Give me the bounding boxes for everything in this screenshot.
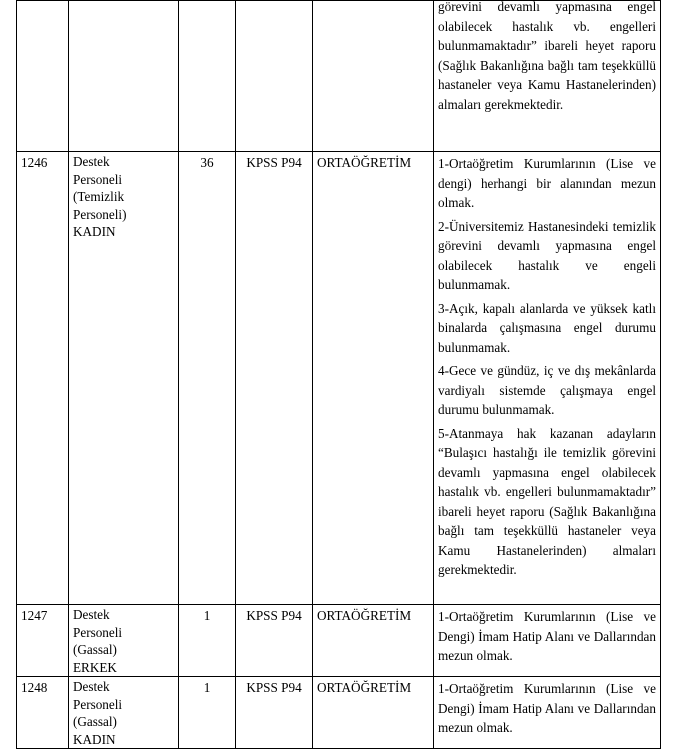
education-level-cell: ORTAÖĞRETİM bbox=[313, 677, 434, 749]
table-row bbox=[17, 152, 661, 605]
position-number-cell: 1248 bbox=[17, 677, 69, 749]
position-title-cell bbox=[69, 677, 179, 749]
position-title-line: (Gassal) bbox=[73, 714, 117, 729]
requirements-cell bbox=[434, 677, 661, 749]
position-title-line: (Gassal) bbox=[73, 642, 117, 657]
requirement-item: görevini devamlı yapmasına engel olabilecek hastalık vb. engelleri bulunmamaktadır” ibareli heyet raporu (Sağlık Bakanlığına bağlı tam teşekküllü hastaneler veya Kamu Hastanelerinden) almaları gerekmektedir. bbox=[438, 0, 656, 112]
position-title-line: KADIN bbox=[73, 224, 116, 239]
position-count-cell bbox=[179, 1, 236, 152]
requirement-item: 1-Ortaöğretim Kurumlarının (Lise ve Dengi) İmam Hatip Alanı ve Dallarından mezun olmak. bbox=[438, 681, 656, 735]
kpss-score-type-cell: KPSS P94 bbox=[236, 605, 313, 677]
position-count-cell: 1 bbox=[179, 677, 236, 749]
education-level-cell bbox=[313, 1, 434, 152]
kpss-score-type-cell: KPSS P94 bbox=[236, 677, 313, 749]
position-title-line: Destek bbox=[73, 154, 110, 169]
kpss-score-type-cell: KPSS P94 bbox=[236, 152, 313, 605]
position-title-line: Personeli bbox=[73, 624, 123, 640]
position-title-cell bbox=[69, 1, 179, 152]
position-number-cell: 1246 bbox=[17, 152, 69, 605]
requirement-item: 4-Gece ve gündüz, iç ve dış mekânlarda vardiyalı sistemde çalışmaya engel durumu bulunmamak. bbox=[438, 363, 656, 417]
document-page bbox=[16, 0, 661, 749]
position-title-line: Personeli bbox=[73, 171, 123, 187]
requirement-item: 5-Atanmaya hak kazanan adayların “Bulaşıcı hastalığı ile temizlik görevini devamlı yapmasına engel olabilecek hastalık vb. engelleri bulunmamaktadır” ibareli heyet raporu (Sağlık Bakanlığına bağlı tam teşekküllü hastaneler veya Kamu Hastanelerinden) almaları gerekmektedir. bbox=[438, 425, 656, 577]
position-number-cell bbox=[17, 1, 69, 152]
requirement-item: 1-Ortaöğretim Kurumlarının (Lise ve Dengi) İmam Hatip Alanı ve Dallarından mezun olmak. bbox=[438, 609, 656, 663]
requirement-item: 1-Ortaöğretim Kurumlarının (Lise ve dengi) herhangi bir alanından mezun olmak. bbox=[438, 156, 656, 210]
kpss-score-type-cell bbox=[236, 1, 313, 152]
education-level-cell: ORTAÖĞRETİM bbox=[313, 605, 434, 677]
position-title-cell bbox=[69, 605, 179, 677]
position-number-cell: 1247 bbox=[17, 605, 69, 677]
position-title-line: KADIN bbox=[73, 731, 116, 747]
table-row bbox=[17, 677, 661, 749]
position-count-cell: 1 bbox=[179, 605, 236, 677]
table-row bbox=[17, 1, 661, 152]
position-title-line: Destek bbox=[73, 679, 110, 694]
requirements-cell bbox=[434, 605, 661, 677]
requirement-item: 2-Üniversitemiz Hastanesindeki temizlik görevini devamlı yapmasına engel olabilecek hastalık ve engeli bulunmamak. bbox=[438, 218, 656, 292]
education-level-cell: ORTAÖĞRETİM bbox=[313, 152, 434, 605]
position-title-line: Personeli bbox=[73, 696, 123, 712]
requirements-cell bbox=[434, 1, 661, 152]
position-title-line: (Temizlik bbox=[73, 189, 125, 204]
position-title-line: Personeli) bbox=[73, 206, 127, 222]
positions-table bbox=[16, 0, 661, 749]
requirements-cell bbox=[434, 152, 661, 605]
table-row bbox=[17, 605, 661, 677]
position-title-cell bbox=[69, 152, 179, 605]
position-title-line: ERKEK bbox=[73, 659, 117, 675]
position-count-cell: 36 bbox=[179, 152, 236, 605]
positions-table-body bbox=[17, 1, 661, 749]
requirement-item: 3-Açık, kapalı alanlarda ve yüksek katlı binalarda çalışmasına engel durumu bulunmamak. bbox=[438, 300, 656, 355]
position-title-line: Destek bbox=[73, 607, 110, 622]
